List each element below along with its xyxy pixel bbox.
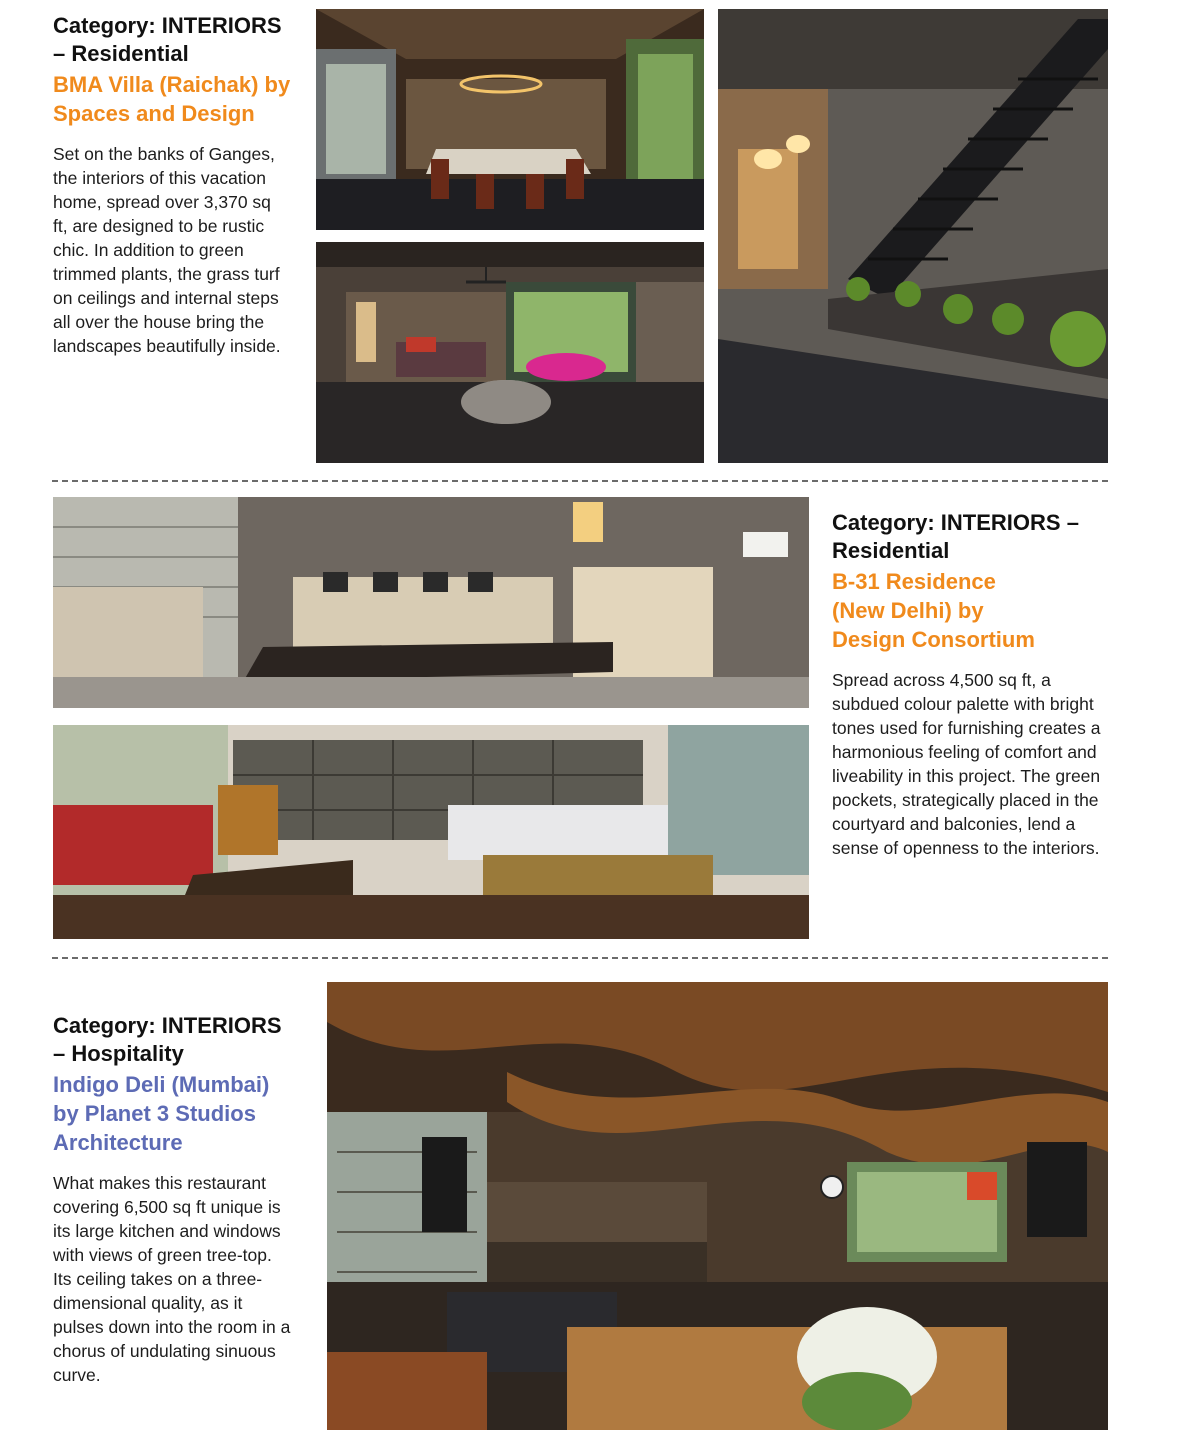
photo-b31-bedroom (53, 725, 809, 939)
section3-category: Category: INTERIORS – Hospitality (53, 1013, 282, 1066)
photo-villa-dining (316, 9, 704, 230)
photo-villa-staircase (718, 9, 1108, 463)
photo-villa-bedroom (316, 242, 704, 463)
divider-1 (52, 480, 1108, 482)
section2-text (832, 509, 1110, 860)
photo-indigo-deli (327, 982, 1108, 1430)
section2-body: Spread across 4,500 sq ft, a subdued colour palette with bright tones used for furnishing creates a harmonious feeling of comfort and liveability in this project. The green pockets, strategically placed in the courtyard and balconies, lend a sense of openness to the interiors. (832, 670, 1101, 858)
section1-body: Set on the banks of Ganges, the interiors of this vacation home, spread over 3,370 sq ft, are designed to be rustic chic. In addition to green trimmed plants, the grass turf on ceilings and internal steps all over the house bring the landscapes beautifully inside. (53, 144, 281, 356)
section1-category: Category: INTERIORS – Residential (53, 13, 282, 66)
photo-b31-living (53, 497, 809, 708)
section1-text (53, 12, 293, 358)
section2-category: Category: INTERIORS – Residential (832, 510, 1079, 563)
section2-title: B-31 Residence (New Delhi) by Design Consortium (832, 569, 1035, 652)
section3-title: Indigo Deli (Mumbai) by Planet 3 Studios Architecture (53, 1072, 270, 1155)
section3-body: What makes this restaurant covering 6,500 sq ft unique is its large kitchen and windows with views of green tree-top. Its ceiling takes on a three-dimensional quality, as it pulses down into the room in a chorus of undulating sinuous curve. (53, 1173, 291, 1385)
divider-2 (52, 957, 1108, 959)
section3-text (53, 1012, 298, 1387)
section1-title: BMA Villa (Raichak) by Spaces and Design (53, 72, 291, 126)
